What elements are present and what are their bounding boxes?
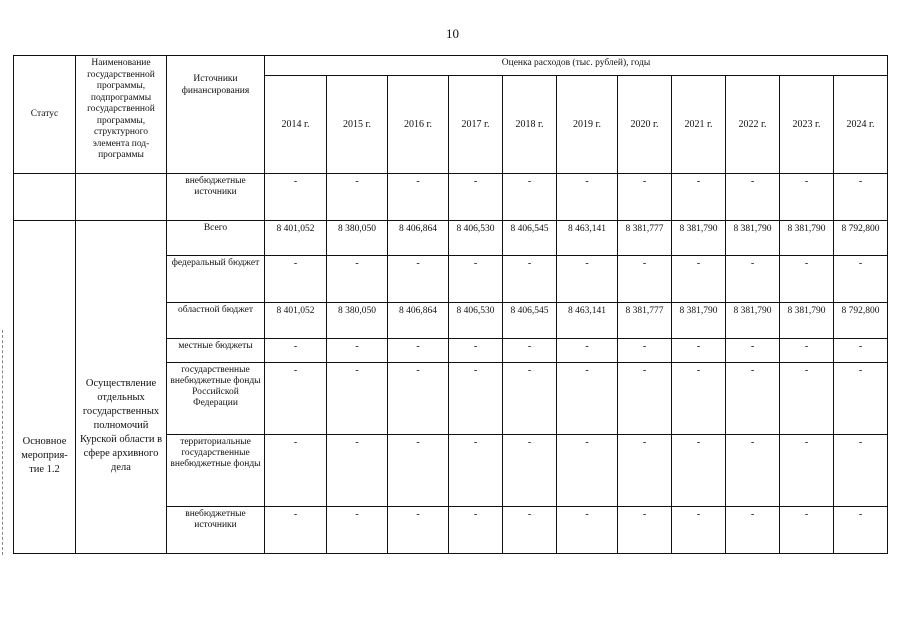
header-year: 2020 г.	[618, 76, 672, 174]
value-cell: -	[327, 435, 388, 507]
value-cell: -	[503, 507, 557, 554]
header-year: 2014 г.	[265, 76, 327, 174]
header-year: 2024 г.	[834, 76, 888, 174]
empty-cell	[14, 174, 76, 221]
value-cell: 8 792,800	[834, 303, 888, 339]
value-cell: -	[726, 363, 780, 435]
value-cell: 8 381,790	[780, 303, 834, 339]
header-status: Статус	[14, 56, 76, 174]
header-year: 2022 г.	[726, 76, 780, 174]
value-cell: -	[327, 363, 388, 435]
source-cell: местные бюджеты	[167, 339, 265, 363]
value-cell: 8 406,530	[449, 303, 503, 339]
value-cell: 8 381,777	[618, 221, 672, 256]
value-cell: -	[388, 363, 449, 435]
value-cell: -	[834, 174, 888, 221]
value-cell: -	[265, 435, 327, 507]
value-cell: -	[557, 363, 618, 435]
value-cell: -	[726, 435, 780, 507]
value-cell: -	[726, 339, 780, 363]
value-cell: -	[327, 507, 388, 554]
value-cell: 8 381,790	[726, 221, 780, 256]
value-cell: -	[780, 435, 834, 507]
value-cell: -	[834, 363, 888, 435]
value-cell: -	[672, 507, 726, 554]
value-cell: 8 463,141	[557, 303, 618, 339]
value-cell: -	[265, 339, 327, 363]
value-cell: -	[618, 256, 672, 303]
value-cell: 8 401,052	[265, 303, 327, 339]
value-cell: -	[618, 174, 672, 221]
header-sources: Источники финансирования	[167, 56, 265, 174]
value-cell: -	[672, 256, 726, 303]
value-cell: -	[449, 174, 503, 221]
empty-cell	[76, 174, 167, 221]
value-cell: -	[780, 339, 834, 363]
value-cell: 8 406,545	[503, 303, 557, 339]
value-cell: -	[672, 339, 726, 363]
value-cell: -	[780, 256, 834, 303]
source-cell: территориальные государственные внебюджетные фонды	[167, 435, 265, 507]
budget-table	[13, 55, 888, 554]
value-cell: -	[327, 174, 388, 221]
value-cell: 8 406,864	[388, 221, 449, 256]
value-cell: 8 792,800	[834, 221, 888, 256]
header-year: 2023 г.	[780, 76, 834, 174]
page-number: 10	[446, 26, 459, 41]
value-cell: 8 381,777	[618, 303, 672, 339]
header-year: 2018 г.	[503, 76, 557, 174]
value-cell: -	[726, 507, 780, 554]
header-year: 2016 г.	[388, 76, 449, 174]
value-cell: -	[834, 256, 888, 303]
value-cell: -	[503, 174, 557, 221]
value-cell: -	[388, 507, 449, 554]
value-cell: -	[618, 507, 672, 554]
value-cell: 8 406,530	[449, 221, 503, 256]
value-cell: -	[503, 363, 557, 435]
value-cell: -	[618, 363, 672, 435]
value-cell: -	[726, 174, 780, 221]
source-cell: государственные внебюджетные фонды Российской Федерации	[167, 363, 265, 435]
value-cell: 8 380,050	[327, 303, 388, 339]
value-cell: -	[780, 174, 834, 221]
value-cell: -	[780, 507, 834, 554]
value-cell: -	[265, 363, 327, 435]
value-cell: -	[618, 339, 672, 363]
value-cell: -	[449, 339, 503, 363]
value-cell: 8 406,864	[388, 303, 449, 339]
header-year: 2019 г.	[557, 76, 618, 174]
value-cell: -	[726, 256, 780, 303]
header-expenses: Оценка расходов (тыс. рублей), годы	[265, 56, 888, 76]
value-cell: -	[557, 507, 618, 554]
value-cell: -	[265, 256, 327, 303]
status-cell: Основное мероприя-тие 1.2	[14, 221, 76, 554]
value-cell: -	[503, 435, 557, 507]
value-cell: -	[618, 435, 672, 507]
value-cell: -	[388, 256, 449, 303]
value-cell: -	[672, 363, 726, 435]
value-cell: -	[449, 256, 503, 303]
scan-edge-mark	[2, 330, 5, 555]
value-cell: -	[449, 507, 503, 554]
header-year: 2015 г.	[327, 76, 388, 174]
value-cell: -	[672, 435, 726, 507]
program-name-cell: Осуществление отдельных государственных полномочий Курской области в сфере архивного дела	[76, 221, 167, 554]
header-year: 2017 г.	[449, 76, 503, 174]
header-row-top	[14, 56, 888, 76]
value-cell: -	[265, 507, 327, 554]
value-cell: -	[265, 174, 327, 221]
value-cell: -	[557, 256, 618, 303]
value-cell: -	[388, 435, 449, 507]
value-cell: -	[449, 435, 503, 507]
value-cell: -	[557, 339, 618, 363]
value-cell: 8 381,790	[672, 221, 726, 256]
value-cell: -	[557, 435, 618, 507]
source-cell: внебюджетные источники	[167, 174, 265, 221]
source-cell: внебюджетные источники	[167, 507, 265, 554]
value-cell: -	[327, 339, 388, 363]
table-row	[14, 174, 888, 221]
value-cell: -	[503, 256, 557, 303]
table-row	[14, 221, 888, 256]
value-cell: -	[672, 174, 726, 221]
value-cell: 8 381,790	[780, 221, 834, 256]
value-cell: -	[834, 507, 888, 554]
value-cell: -	[780, 363, 834, 435]
value-cell: -	[388, 174, 449, 221]
value-cell: 8 463,141	[557, 221, 618, 256]
value-cell: 8 406,545	[503, 221, 557, 256]
value-cell: 8 381,790	[726, 303, 780, 339]
value-cell: -	[503, 339, 557, 363]
header-name: Наименование государственной программы, подпрограммы государственной программы, структурного элемента под-программы	[76, 56, 167, 174]
value-cell: 8 380,050	[327, 221, 388, 256]
value-cell: -	[449, 363, 503, 435]
value-cell: -	[834, 339, 888, 363]
value-cell: 8 381,790	[672, 303, 726, 339]
value-cell: -	[388, 339, 449, 363]
header-year: 2021 г.	[672, 76, 726, 174]
value-cell: -	[327, 256, 388, 303]
source-cell: федеральный бюджет	[167, 256, 265, 303]
value-cell: -	[557, 174, 618, 221]
value-cell: 8 401,052	[265, 221, 327, 256]
source-cell: областной бюджет	[167, 303, 265, 339]
value-cell: -	[834, 435, 888, 507]
source-cell: Всего	[167, 221, 265, 256]
